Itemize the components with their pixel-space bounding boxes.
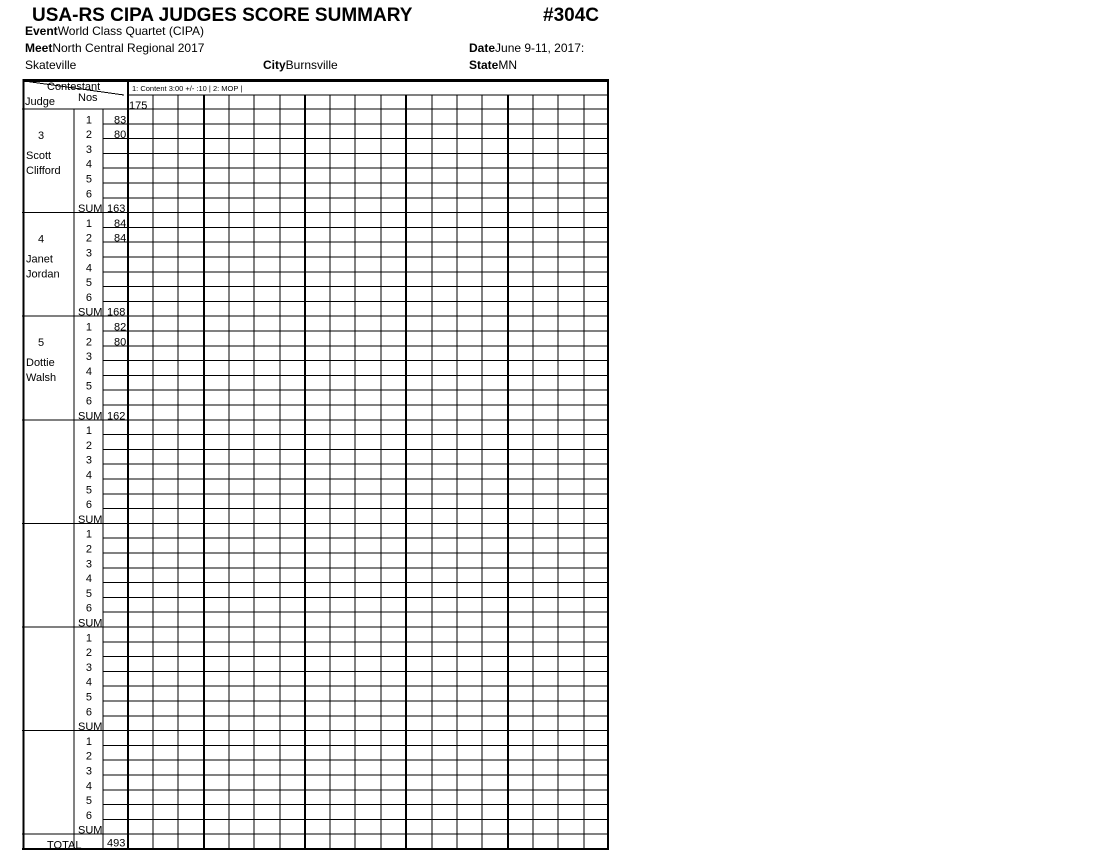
judge-number: 5 — [38, 337, 44, 349]
state-label: State — [469, 58, 498, 72]
row-number: 4 — [86, 573, 92, 585]
row-number: 5 — [86, 588, 92, 600]
row-number: 1 — [86, 114, 92, 126]
club-value: Skateville — [25, 59, 76, 71]
state-value: MN — [498, 58, 517, 72]
date-label: Date — [469, 41, 495, 55]
sum-label: SUM — [78, 825, 102, 837]
row-number: 5 — [86, 381, 92, 393]
event-label: Event — [25, 24, 58, 38]
row-number: 4 — [86, 366, 92, 378]
row-number: 2 — [86, 440, 92, 452]
row-number: 6 — [86, 810, 92, 822]
judge-first-name: Dottie — [26, 357, 55, 369]
nos-label: Nos — [78, 92, 98, 104]
row-number: 4 — [86, 780, 92, 792]
sum-label: SUM — [78, 618, 102, 630]
city-value: Burnsville — [286, 58, 338, 72]
sum-label: SUM — [78, 307, 102, 319]
row-number: 4 — [86, 159, 92, 171]
meet-label: Meet — [25, 41, 52, 55]
row-number: 3 — [86, 351, 92, 363]
sum-value: 162 — [107, 410, 125, 422]
date-value: June 9-11, 2017 — [495, 41, 581, 55]
row-number: 6 — [86, 292, 92, 304]
total-value: 493 — [107, 838, 125, 850]
score-value: 84 — [114, 233, 126, 245]
form-number: #304C — [543, 6, 599, 25]
row-number: 5 — [86, 174, 92, 186]
score-value: 84 — [114, 218, 126, 230]
sum-label: SUM — [78, 410, 102, 422]
sum-label: SUM — [78, 203, 102, 215]
row-number: 1 — [86, 218, 92, 230]
row-number: 3 — [86, 558, 92, 570]
criteria-note: 1: Content 3:00 +/- :10 | 2: MOP | — [132, 84, 242, 93]
score-value: 80 — [114, 129, 126, 141]
row-number: 4 — [86, 677, 92, 689]
judge-first-name: Janet — [26, 254, 53, 266]
row-number: 4 — [86, 470, 92, 482]
judge-last-name: Clifford — [26, 165, 61, 177]
score-value: 80 — [114, 336, 126, 348]
city-field — [263, 59, 338, 71]
row-number: 3 — [86, 766, 92, 778]
row-number: 1 — [86, 529, 92, 541]
event-field — [25, 25, 204, 37]
meet-field — [25, 42, 204, 54]
row-number: 3 — [86, 455, 92, 467]
row-number: 2 — [86, 129, 92, 141]
row-number: 2 — [86, 233, 92, 245]
sum-label: SUM — [78, 514, 102, 526]
row-number: 6 — [86, 603, 92, 615]
row-number: 6 — [86, 188, 92, 200]
row-number: 6 — [86, 706, 92, 718]
row-number: 4 — [86, 262, 92, 274]
judge-number: 3 — [38, 130, 44, 142]
judge-last-name: Jordan — [26, 269, 60, 281]
score-labels — [25, 81, 242, 851]
sum-value: 163 — [107, 203, 125, 215]
sum-value: 168 — [107, 307, 125, 319]
row-number: 2 — [86, 647, 92, 659]
row-number: 1 — [86, 632, 92, 644]
row-number: 5 — [86, 484, 92, 496]
row-number: 6 — [86, 499, 92, 511]
sheet-title: USA-RS CIPA JUDGES SCORE SUMMARY — [32, 6, 412, 25]
score-value: 83 — [114, 114, 126, 126]
sum-label: SUM — [78, 721, 102, 733]
row-number: 3 — [86, 144, 92, 156]
score-grid — [22, 79, 609, 850]
total-label: TOTAL — [47, 840, 81, 851]
contestant-label: Contestant — [47, 81, 100, 93]
row-number: 5 — [86, 795, 92, 807]
contestant-number: 175 — [129, 100, 147, 112]
row-number: 1 — [86, 425, 92, 437]
judge-number: 4 — [38, 234, 44, 246]
judge-first-name: Scott — [26, 150, 51, 162]
score-value: 82 — [114, 322, 126, 334]
row-number: 5 — [86, 277, 92, 289]
row-number: 2 — [86, 544, 92, 556]
row-number: 1 — [86, 322, 92, 334]
row-number: 2 — [86, 336, 92, 348]
row-number: 3 — [86, 248, 92, 260]
score-table — [22, 79, 612, 851]
state-field — [469, 59, 517, 71]
judge-last-name: Walsh — [26, 372, 56, 384]
row-number: 6 — [86, 396, 92, 408]
row-number: 5 — [86, 692, 92, 704]
date-field: DateJune 9-11, 2017: — [469, 42, 584, 54]
event-value: World Class Quartet (CIPA) — [58, 24, 204, 38]
judge-label: Judge — [25, 96, 55, 108]
row-number: 1 — [86, 736, 92, 748]
row-number: 3 — [86, 662, 92, 674]
meet-value: North Central Regional 2017 — [52, 41, 204, 55]
row-number: 2 — [86, 751, 92, 763]
city-label: City — [263, 58, 286, 72]
